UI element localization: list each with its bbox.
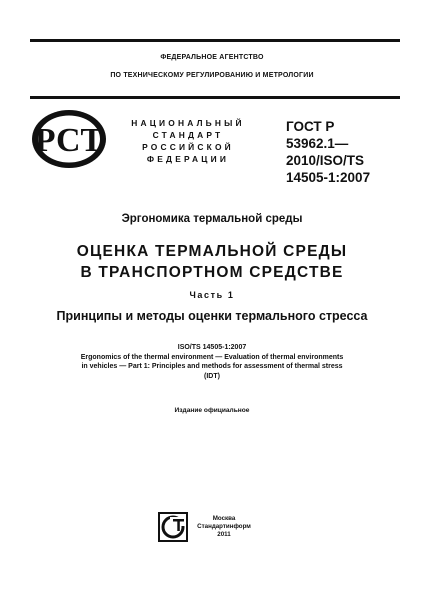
english-title-line-2: in vehicles — Part 1: Principles and methods for assessment of thermal stress [81, 363, 343, 370]
standard-type-line-4: ФЕДЕРАЦИИ [146, 154, 230, 164]
middle-rule [30, 96, 400, 99]
svg-text:РСТ: РСТ [34, 122, 104, 159]
agency-line-1: ФЕДЕРАЛЬНОЕ АГЕНТСТВО [160, 54, 264, 61]
official-edition: Издание официальное [174, 407, 250, 414]
english-title-line-1: Ergonomics of the thermal environment — Evaluation of thermal environments [80, 353, 344, 361]
standartinform-logo-icon [158, 512, 188, 542]
document-subtitle: Эргономика термальной среды [121, 213, 303, 225]
standard-code-line-3: 2010/ISO/TS [286, 153, 365, 168]
part-label: Часть 1 [189, 290, 235, 300]
publisher-name: Стандартинформ [197, 523, 251, 530]
standard-type-line-2: СТАНДАРТ [152, 130, 224, 140]
document-title-line-1: ОЦЕНКА ТЕРМАЛЬНОЙ СРЕДЫ [76, 243, 348, 260]
document-title [0, 241, 424, 283]
agency-line-2: ПО ТЕХНИЧЕСКОМУ РЕГУЛИРОВАНИЮ И МЕТРОЛОГИИ [110, 72, 314, 79]
standard-code-line-4: 14505-1:2007 [286, 170, 371, 185]
standard-code-line-1: ГОСТ Р [286, 119, 335, 134]
standard-type [128, 117, 248, 165]
document-title-line-2: В ТРАНСПОРТНОМ СРЕДСТВЕ [80, 264, 344, 281]
standard-code [286, 118, 370, 186]
standard-type-line-1: НАЦИОНАЛЬНЫЙ [131, 118, 245, 128]
standard-type-line-3: РОССИЙСКОЙ [142, 142, 234, 152]
publisher-year: 2011 [217, 531, 231, 538]
identical-mark: (IDT) [204, 372, 220, 380]
top-rule [30, 39, 400, 42]
rst-certification-logo-icon [30, 108, 108, 170]
part-title: Принципы и методы оценки термального стресса [56, 309, 368, 323]
international-standard [0, 343, 424, 381]
standard-code-line-2: 53962.1— [286, 136, 349, 151]
iso-code: ISO/TS 14505-1:2007 [177, 344, 247, 351]
publisher-city: Москва [212, 515, 236, 522]
publisher [194, 515, 254, 539]
